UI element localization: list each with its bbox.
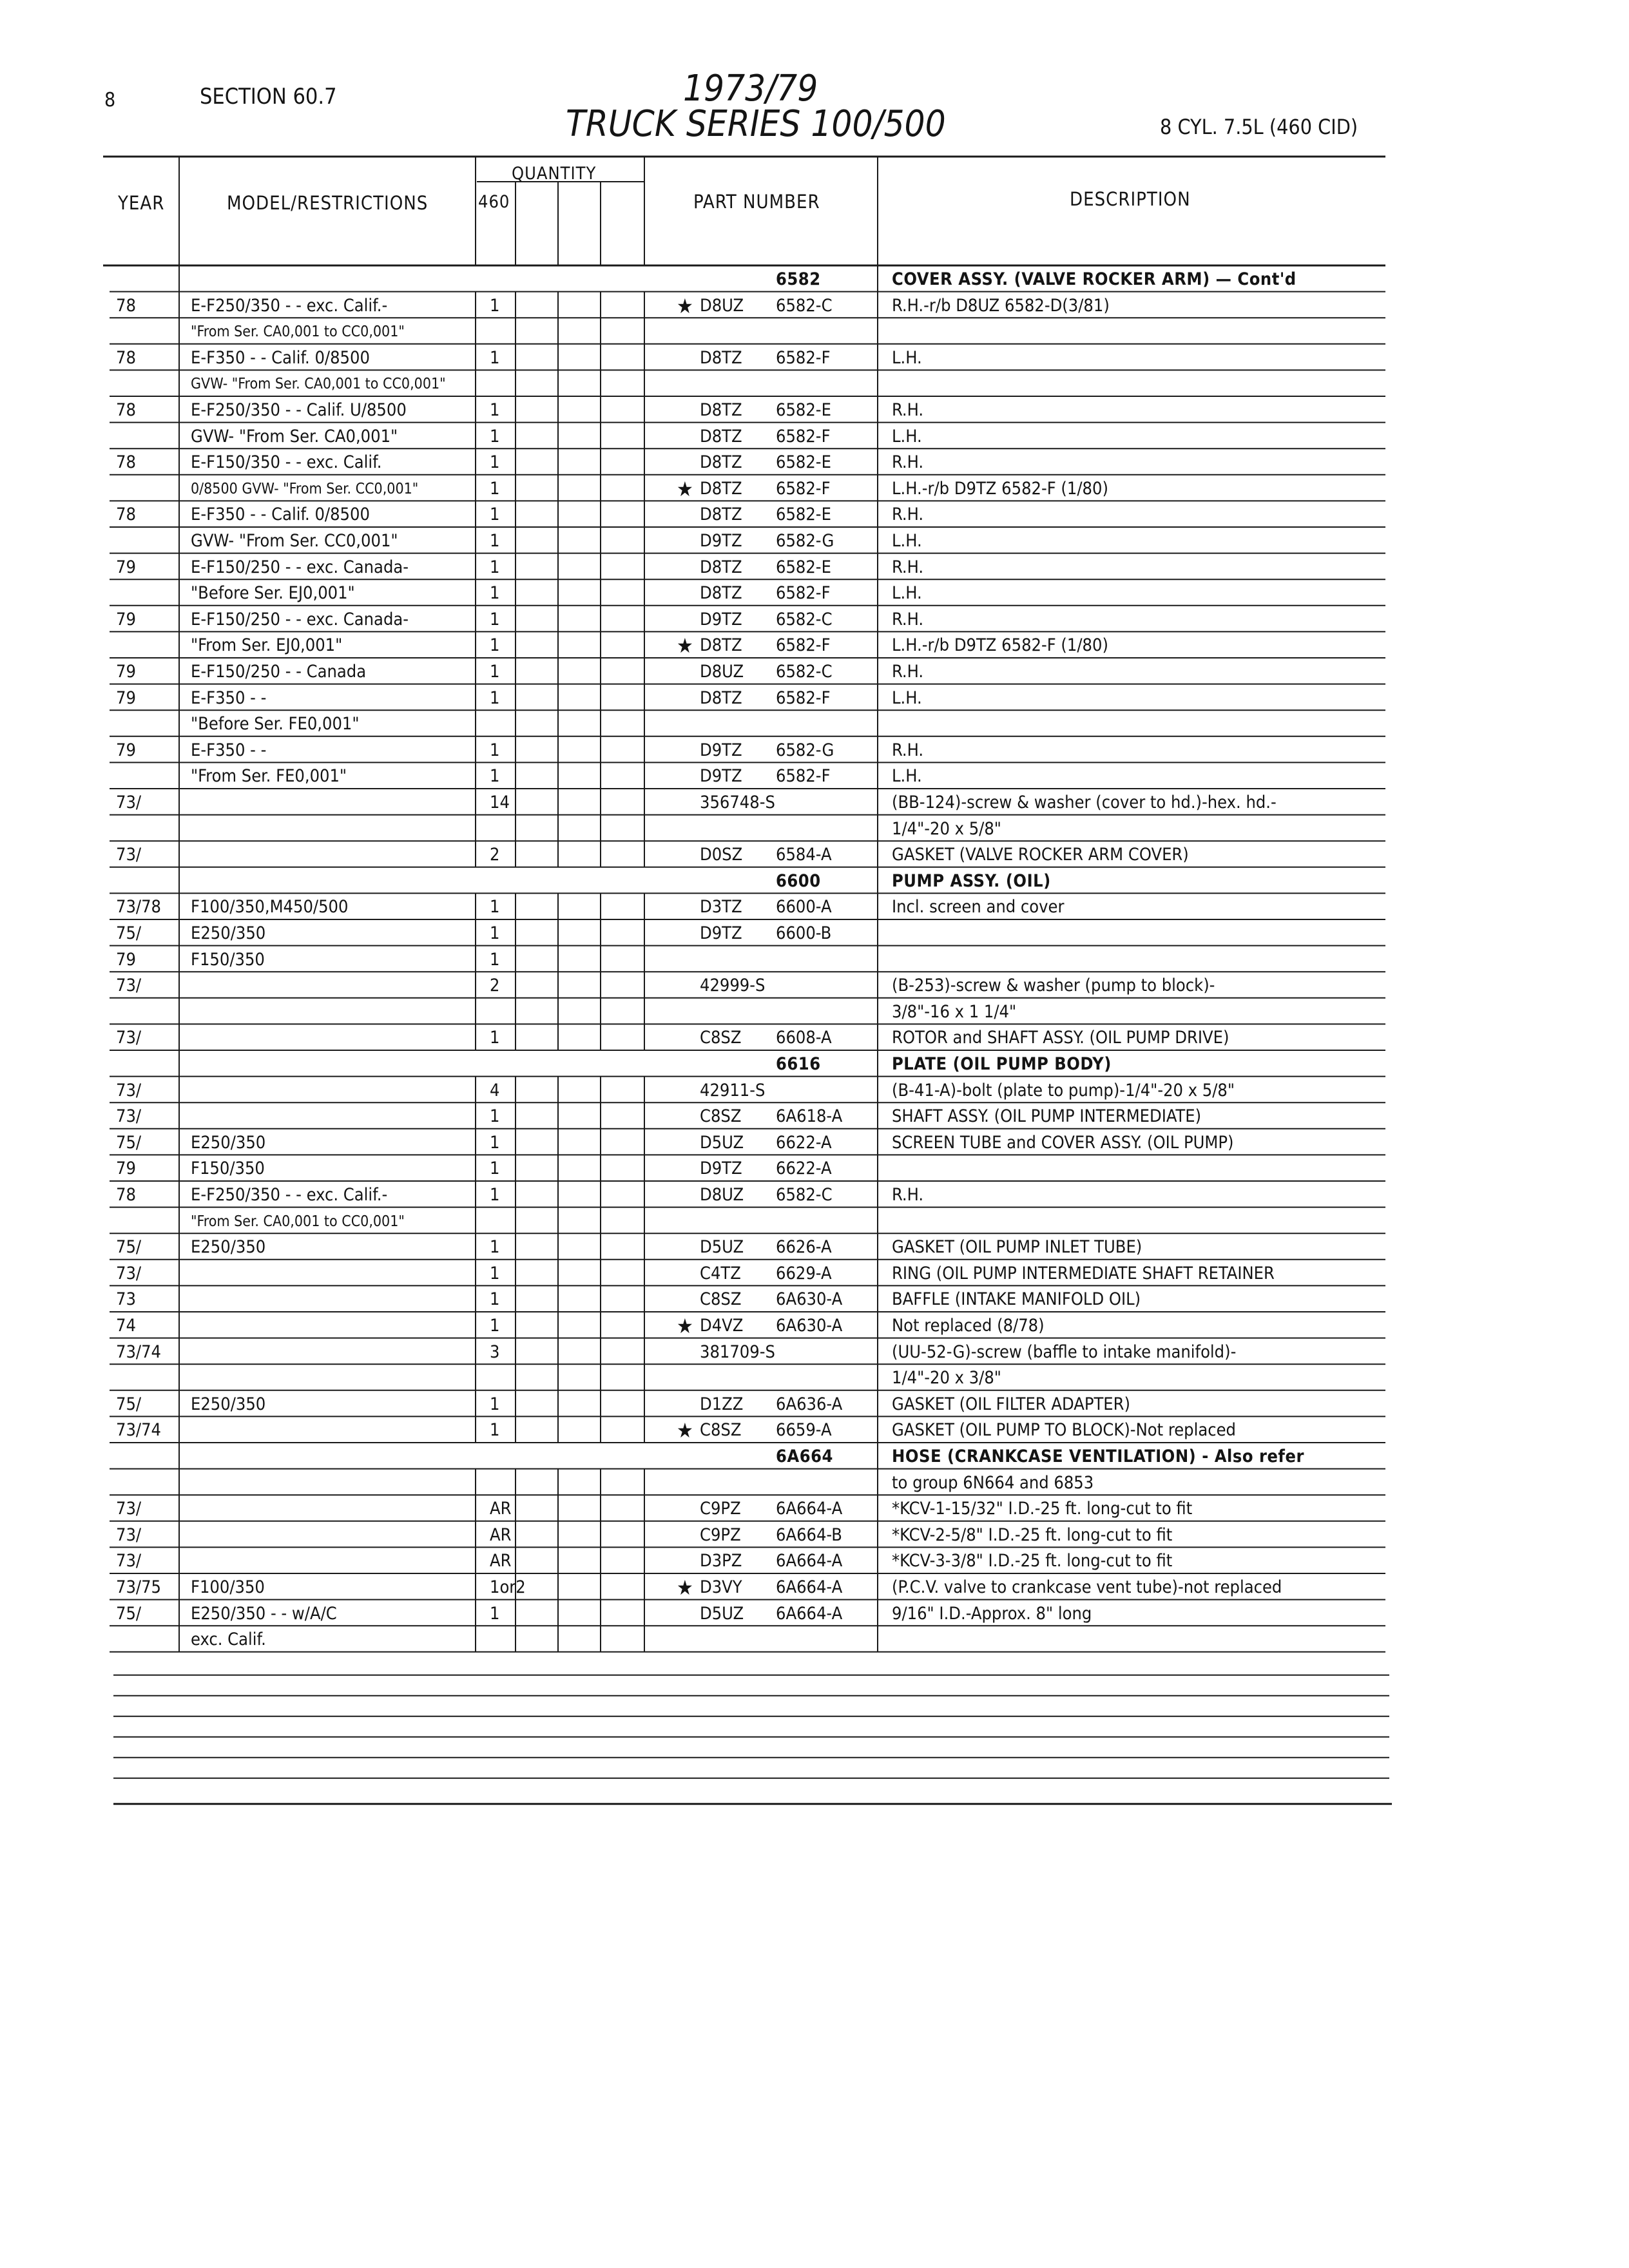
description-cell: BAFFLE (INTAKE MANIFOLD OIL)	[892, 1289, 1141, 1310]
year-cell: 79	[116, 609, 136, 629]
quantity-cell: 1	[490, 1289, 500, 1310]
year-cell: 73/	[116, 1524, 142, 1545]
quantity-cell: 1	[490, 662, 500, 682]
star-icon: ★	[677, 1314, 693, 1338]
model-cell: 0/8500 GVW- "From Ser. CC0,001"	[191, 480, 419, 497]
col-header-part-number: PART NUMBER	[693, 191, 820, 213]
year-cell: 79	[116, 949, 136, 970]
part-prefix-cell: C9PZ	[700, 1499, 741, 1519]
quantity-cell: 1	[490, 295, 500, 316]
description-cell: GASKET (OIL PUMP INLET TUBE)	[892, 1237, 1142, 1258]
description-cell: ROTOR and SHAFT ASSY. (OIL PUMP DRIVE)	[892, 1028, 1229, 1048]
model-cell: E-F150/250 - - exc. Canada-	[191, 557, 409, 577]
description-cell: L.H.-r/b D9TZ 6582-F (1/80)	[892, 635, 1108, 656]
model-cell: GVW- "From Ser. CA0,001 to CC0,001"	[191, 376, 446, 393]
part-prefix-cell: 356748-S	[700, 793, 775, 812]
part-number-cell: 6659-A	[776, 1420, 832, 1441]
year-cell: 78	[116, 452, 136, 473]
part-prefix-cell: D8TZ	[700, 400, 742, 420]
part-number-cell: 6582	[776, 269, 821, 289]
model-cell: F150/350	[191, 1158, 265, 1179]
year-cell: 73/	[116, 1028, 142, 1048]
description-cell: Not replaced (8/78)	[892, 1316, 1045, 1336]
description-cell: R.H.	[892, 1185, 924, 1205]
quantity-cell: 1	[490, 949, 500, 970]
year-cell: 75/	[116, 1237, 142, 1258]
model-cell: "From Ser. FE0,001"	[191, 766, 347, 787]
model-cell: F100/350	[191, 1577, 265, 1597]
description-cell: L.H.	[892, 426, 922, 447]
description-cell: L.H.	[892, 766, 922, 787]
part-prefix-cell: D8TZ	[700, 478, 742, 499]
part-prefix-cell: D9TZ	[700, 1158, 742, 1179]
description-cell: *KCV-3-3/8" I.D.-25 ft. long-cut to fit	[892, 1551, 1173, 1571]
model-cell: E-F350 - -	[191, 687, 267, 708]
description-cell: *KCV-2-5/8" I.D.-25 ft. long-cut to fit	[892, 1524, 1173, 1545]
year-cell: 73/	[116, 1499, 142, 1519]
part-number-cell: 6582-E	[776, 400, 831, 420]
description-cell: GASKET (VALVE ROCKER ARM COVER)	[892, 845, 1189, 865]
title-series: TRUCK SERIES 100/500	[566, 103, 946, 145]
quantity-cell: 4	[490, 1080, 500, 1100]
quantity-cell: AR	[490, 1524, 512, 1545]
part-number-cell: 6A618-A	[776, 1106, 843, 1127]
part-number-cell: 6582-F	[776, 687, 831, 708]
quantity-cell: 1	[490, 1185, 500, 1205]
year-cell: 79	[116, 687, 136, 708]
description-cell: R.H.	[892, 609, 924, 629]
year-cell: 79	[116, 662, 136, 682]
quantity-cell: 1	[490, 635, 500, 656]
title-years: 1973/79	[683, 68, 818, 110]
part-prefix-cell: D9TZ	[700, 531, 742, 551]
quantity-cell: 1	[490, 426, 500, 447]
year-cell: 78	[116, 347, 136, 368]
part-number-cell: 6582-G	[776, 531, 834, 551]
model-cell: E-F250/350 - - Calif. U/8500	[191, 400, 407, 420]
description-cell: 9/16" I.D.-Approx. 8" long	[892, 1603, 1092, 1624]
part-prefix-cell: D9TZ	[700, 609, 742, 629]
quantity-cell: 1	[490, 1420, 500, 1441]
quantity-cell: 1	[490, 557, 500, 577]
model-cell: E-F150/250 - - Canada	[191, 662, 367, 682]
quantity-cell: 1	[490, 687, 500, 708]
part-number-cell: 6629-A	[776, 1263, 832, 1283]
part-prefix-cell: D9TZ	[700, 923, 742, 943]
part-number-cell: 6600	[776, 870, 821, 891]
part-prefix-cell: C9PZ	[700, 1524, 741, 1545]
year-cell: 73/75	[116, 1577, 161, 1597]
description-cell: L.H.-r/b D9TZ 6582-F (1/80)	[892, 478, 1108, 499]
col-header-year: YEAR	[118, 192, 165, 214]
star-icon: ★	[677, 1418, 693, 1443]
model-cell: E-F150/250 - - exc. Canada-	[191, 609, 409, 629]
part-number-cell: 6582-F	[776, 766, 831, 787]
col-header-quantity: QUANTITY	[512, 164, 597, 184]
year-cell: 79	[116, 557, 136, 577]
part-prefix-cell: D5UZ	[700, 1603, 744, 1624]
part-prefix-cell: D8TZ	[700, 687, 742, 708]
part-number-cell: 6582-E	[776, 505, 831, 525]
part-number-cell: 6582-G	[776, 740, 834, 760]
quantity-cell: 1	[490, 1263, 500, 1283]
year-cell: 75/	[116, 923, 142, 943]
part-prefix-cell: 381709-S	[700, 1341, 775, 1362]
description-cell: HOSE (CRANKCASE VENTILATION) - Also refer	[892, 1446, 1304, 1466]
part-number-cell: 6584-A	[776, 845, 832, 865]
description-cell: (P.C.V. valve to crankcase vent tube)-not replaced	[892, 1577, 1282, 1597]
year-cell: 79	[116, 1158, 136, 1179]
quantity-cell: 1	[490, 452, 500, 473]
part-prefix-cell: D8UZ	[700, 662, 744, 682]
model-cell: F100/350,M450/500	[191, 897, 349, 918]
year-cell: 78	[116, 505, 136, 525]
model-cell: E-F350 - -	[191, 740, 267, 760]
part-number-cell: 6A630-A	[776, 1316, 843, 1336]
part-number-cell: 6582-F	[776, 583, 831, 604]
part-prefix-cell: D8UZ	[700, 295, 744, 316]
quantity-cell: 1	[490, 609, 500, 629]
part-number-cell: 6A664-A	[776, 1499, 843, 1519]
star-icon: ★	[677, 633, 693, 658]
description-cell: L.H.	[892, 531, 922, 551]
part-number-cell: 6582-C	[776, 1185, 833, 1205]
quantity-cell: 1or2	[490, 1577, 526, 1597]
description-cell: L.H.	[892, 583, 922, 604]
col-header-model: MODEL/RESTRICTIONS	[227, 192, 429, 214]
quantity-cell: 2	[490, 975, 500, 996]
description-cell: R.H.	[892, 662, 924, 682]
part-number-cell: 6582-F	[776, 426, 831, 447]
part-prefix-cell: C8SZ	[700, 1028, 742, 1048]
part-prefix-cell: D8TZ	[700, 452, 742, 473]
description-cell: L.H.	[892, 687, 922, 708]
quantity-cell: 1	[490, 1316, 500, 1336]
quantity-cell: 1	[490, 1028, 500, 1048]
part-number-cell: 6616	[776, 1054, 821, 1074]
part-prefix-cell: C8SZ	[700, 1289, 742, 1310]
part-prefix-cell: D3PZ	[700, 1551, 742, 1571]
quantity-cell: 1	[490, 740, 500, 760]
quantity-cell: 1	[490, 400, 500, 420]
year-cell: 75/	[116, 1132, 142, 1153]
part-prefix-cell: D8TZ	[700, 583, 742, 604]
part-number-cell: 6582-F	[776, 347, 831, 368]
quantity-cell: 3	[490, 1341, 500, 1362]
quantity-cell: 1	[490, 531, 500, 551]
quantity-cell: 1	[490, 766, 500, 787]
year-cell: 73/74	[116, 1341, 161, 1362]
year-cell: 79	[116, 740, 136, 760]
model-cell: E-F350 - - Calif. 0/8500	[191, 505, 370, 525]
col-header-description: DESCRIPTION	[1070, 188, 1191, 210]
quantity-cell: 1	[490, 583, 500, 604]
description-cell: GASKET (OIL PUMP TO BLOCK)-Not replaced	[892, 1420, 1236, 1441]
year-cell: 78	[116, 295, 136, 316]
part-number-cell: 6582-E	[776, 557, 831, 577]
part-number-cell: 6A664-A	[776, 1551, 843, 1571]
page-number: 8	[104, 89, 116, 111]
part-prefix-cell: D9TZ	[700, 766, 742, 787]
year-cell: 75/	[116, 1394, 142, 1414]
part-prefix-cell: D8UZ	[700, 1185, 744, 1205]
part-number-cell: 6600-A	[776, 897, 832, 918]
part-prefix-cell: D8TZ	[700, 347, 742, 368]
model-cell: GVW- "From Ser. CA0,001"	[191, 426, 398, 447]
part-prefix-cell: D8TZ	[700, 557, 742, 577]
part-number-cell: 6622-A	[776, 1132, 832, 1153]
quantity-cell: 1	[490, 1132, 500, 1153]
part-number-cell: 6582-C	[776, 295, 833, 316]
year-cell: 73/	[116, 1106, 142, 1127]
quantity-cell: 1	[490, 1394, 500, 1414]
part-number-cell: 6A664	[776, 1446, 833, 1466]
description-cell: R.H.	[892, 557, 924, 577]
part-prefix-cell: D8TZ	[700, 426, 742, 447]
part-prefix-cell: D1ZZ	[700, 1394, 744, 1414]
engine-spec: 8 CYL. 7.5L (460 CID)	[1160, 115, 1358, 139]
model-cell: E250/350 - - w/A/C	[191, 1603, 337, 1624]
description-cell: (BB-124)-screw & washer (cover to hd.)-hex. hd.-	[892, 793, 1277, 812]
description-cell: R.H.-r/b D8UZ 6582-D(3/81)	[892, 295, 1110, 316]
quantity-cell: AR	[490, 1499, 512, 1519]
part-number-cell: 6A636-A	[776, 1394, 843, 1414]
part-number-cell: 6600-B	[776, 923, 832, 943]
description-cell: 1/4"-20 x 3/8"	[892, 1368, 1001, 1389]
section-label: SECTION 60.7	[200, 84, 337, 110]
model-cell: E250/350	[191, 1132, 266, 1153]
year-cell: 73/	[116, 1551, 142, 1571]
year-cell: 73/	[116, 975, 142, 996]
year-cell: 73/78	[116, 897, 161, 918]
part-prefix-cell: D5UZ	[700, 1237, 744, 1258]
model-cell: "Before Ser. EJ0,001"	[191, 583, 355, 604]
description-cell: R.H.	[892, 452, 924, 473]
model-cell: exc. Calif.	[191, 1629, 266, 1650]
quantity-cell: 1	[490, 505, 500, 525]
year-cell: 78	[116, 400, 136, 420]
model-cell: F150/350	[191, 949, 265, 970]
part-number-cell: 6622-A	[776, 1158, 832, 1179]
description-cell: to group 6N664 and 6853	[892, 1472, 1094, 1493]
part-number-cell: 6A664-A	[776, 1603, 843, 1624]
part-prefix-cell: C4TZ	[700, 1263, 741, 1283]
year-cell: 74	[116, 1316, 136, 1336]
description-cell: 3/8"-16 x 1 1/4"	[892, 1001, 1017, 1022]
quantity-cell: 1	[490, 347, 500, 368]
quantity-cell: 2	[490, 845, 500, 865]
description-cell: RING (OIL PUMP INTERMEDIATE SHAFT RETAINER	[892, 1263, 1275, 1283]
model-cell: E-F350 - - Calif. 0/8500	[191, 347, 370, 368]
model-cell: E250/350	[191, 1394, 266, 1414]
star-icon: ★	[677, 476, 693, 501]
part-prefix-cell: C8SZ	[700, 1420, 742, 1441]
quantity-cell: 1	[490, 1603, 500, 1624]
description-cell: Incl. screen and cover	[892, 897, 1065, 918]
description-cell: (B-41-A)-bolt (plate to pump)-1/4"-20 x 5/8"	[892, 1080, 1235, 1100]
model-cell: "From Ser. CA0,001 to CC0,001"	[191, 1213, 405, 1230]
quantity-cell: 1	[490, 478, 500, 499]
description-cell: R.H.	[892, 400, 924, 420]
part-number-cell: 6A664-B	[776, 1524, 842, 1545]
model-cell: "From Ser. CA0,001 to CC0,001"	[191, 323, 405, 341]
part-prefix-cell: D8TZ	[700, 635, 742, 656]
year-cell: 73/74	[116, 1420, 161, 1441]
description-cell: (UU-52-G)-screw (baffle to intake manifold)-	[892, 1341, 1237, 1362]
year-cell: 73/	[116, 793, 142, 812]
year-cell: 75/	[116, 1603, 142, 1624]
part-prefix-cell: 42911-S	[700, 1080, 766, 1100]
part-prefix-cell: D5UZ	[700, 1132, 744, 1153]
part-prefix-cell: D9TZ	[700, 740, 742, 760]
part-number-cell: 6608-A	[776, 1028, 832, 1048]
description-cell: SHAFT ASSY. (OIL PUMP INTERMEDIATE)	[892, 1106, 1202, 1127]
part-prefix-cell: D4VZ	[700, 1316, 744, 1336]
description-cell: GASKET (OIL FILTER ADAPTER)	[892, 1394, 1131, 1414]
part-number-cell: 6626-A	[776, 1237, 832, 1258]
part-prefix-cell: C8SZ	[700, 1106, 742, 1127]
part-prefix-cell: D3TZ	[700, 897, 742, 918]
part-prefix-cell: D3VY	[700, 1577, 742, 1597]
part-number-cell: 6582-E	[776, 452, 831, 473]
quantity-cell: 1	[490, 1106, 500, 1127]
part-number-cell: 6582-F	[776, 478, 831, 499]
description-cell: L.H.	[892, 347, 922, 368]
part-number-cell: 6582-C	[776, 609, 833, 629]
col-header-qty-460: 460	[478, 192, 510, 212]
model-cell: GVW- "From Ser. CC0,001"	[191, 531, 398, 551]
year-cell: 73/	[116, 1263, 142, 1283]
quantity-cell: 1	[490, 923, 500, 943]
description-cell: R.H.	[892, 505, 924, 525]
part-prefix-cell: D0SZ	[700, 845, 743, 865]
description-cell: *KCV-1-15/32" I.D.-25 ft. long-cut to fit	[892, 1499, 1193, 1519]
description-cell: PUMP ASSY. (OIL)	[892, 870, 1051, 891]
description-cell: SCREEN TUBE and COVER ASSY. (OIL PUMP)	[892, 1132, 1234, 1153]
description-cell: 1/4"-20 x 5/8"	[892, 818, 1001, 839]
model-cell: E250/350	[191, 923, 266, 943]
model-cell: E-F250/350 - - exc. Calif.-	[191, 295, 388, 316]
part-number-cell: 6A664-A	[776, 1577, 843, 1597]
part-number-cell: 6A630-A	[776, 1289, 843, 1310]
part-number-cell: 6582-F	[776, 635, 831, 656]
quantity-cell: 1	[490, 1237, 500, 1258]
star-icon: ★	[677, 1575, 693, 1600]
year-cell: 78	[116, 1185, 136, 1205]
description-cell: (B-253)-screw & washer (pump to block)-	[892, 975, 1215, 996]
model-cell: E-F150/350 - - exc. Calif.	[191, 452, 382, 473]
year-cell: 73/	[116, 845, 142, 865]
model-cell: E250/350	[191, 1237, 266, 1258]
part-prefix-cell: D8TZ	[700, 505, 742, 525]
year-cell: 73/	[116, 1080, 142, 1100]
description-cell: PLATE (OIL PUMP BODY)	[892, 1054, 1112, 1074]
model-cell: "Before Ser. FE0,001"	[191, 714, 360, 735]
description-cell: COVER ASSY. (VALVE ROCKER ARM) — Cont'd	[892, 269, 1296, 289]
star-icon: ★	[677, 293, 693, 318]
quantity-cell: 14	[490, 793, 510, 812]
quantity-cell: 1	[490, 897, 500, 918]
model-cell: "From Ser. EJ0,001"	[191, 635, 343, 656]
quantity-cell: AR	[490, 1551, 512, 1571]
part-number-cell: 6582-C	[776, 662, 833, 682]
description-cell: R.H.	[892, 740, 924, 760]
year-cell: 73	[116, 1289, 136, 1310]
model-cell: E-F250/350 - - exc. Calif.-	[191, 1185, 388, 1205]
part-prefix-cell: 42999-S	[700, 975, 766, 996]
quantity-cell: 1	[490, 1158, 500, 1179]
